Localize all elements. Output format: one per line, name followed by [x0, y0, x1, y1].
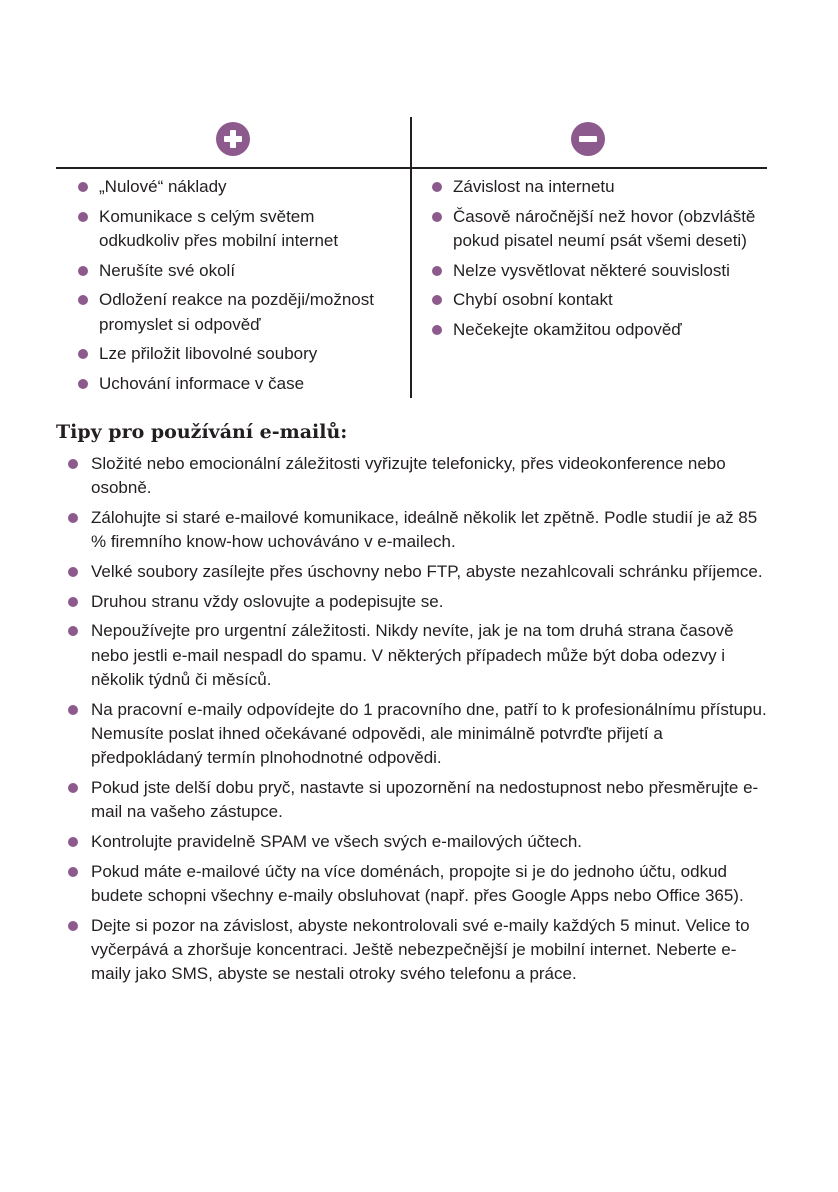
pros-item: Nerušíte své okolí: [78, 259, 398, 284]
pros-item: „Nulové“ náklady: [78, 175, 398, 200]
cons-item: Časově náročnější než hovor (obzvláště pokud pisatel neumí psát všemi deseti): [432, 205, 762, 254]
tip-item: Pokud máte e-mailové účty na více doménách, propojte si je do jednoho účtu, odkud budete schopni všechny e-maily obsluhovat (např. přes Google Apps nebo Office 365).: [68, 860, 773, 909]
tip-item: Kontrolujte pravidelně SPAM ve všech svých e-mailových účtech.: [68, 830, 773, 854]
cons-list: [432, 175, 762, 347]
minus-circle-icon: [571, 122, 605, 156]
pros-item: Lze přiložit libovolné soubory: [78, 342, 398, 367]
tip-item: Zálohujte si staré e-mailové komunikace, ideálně několik let zpětně. Podle studií je až 85 % firemního know-how uchováváno v e-mailech.: [68, 506, 773, 555]
pros-item: Komunikace s celým světem odkudkoliv přes mobilní internet: [78, 205, 398, 254]
plus-circle-icon: [216, 122, 250, 156]
tips-heading: Tipy pro používání e-mailů:: [56, 421, 348, 443]
pros-list: [78, 175, 398, 401]
tip-item: Dejte si pozor na závislost, abyste nekontrolovali své e-maily každých 5 minut. Velice to vyčerpává a zhoršuje koncentraci. Ještě nebezpečnější je mobilní internet. Neberte e-maily jako SMS, abyste se nestali otroky svého telefonu a práce.: [68, 914, 773, 987]
cons-item: Nečekejte okamžitou odpověď: [432, 318, 762, 343]
tips-list: [68, 452, 773, 992]
cons-item: Nelze vysvětlovat některé souvislosti: [432, 259, 762, 284]
tip-item: Složité nebo emocionální záležitosti vyřizujte telefonicky, přes videokonference nebo osobně.: [68, 452, 773, 501]
tip-item: Na pracovní e-maily odpovídejte do 1 pracovního dne, patří to k profesionálnímu přístupu. Nemusíte poslat ihned očekávané odpovědi, ale minimálně potvrďte přijetí a předpokládaný termín plnohodnotné odpovědi.: [68, 698, 773, 771]
pros-cons-table: [56, 117, 767, 398]
tip-item: Nepoužívejte pro urgentní záležitosti. Nikdy nevíte, jak je na tom druhá strana časově nebo jestli e-mail nespadl do spamu. V některých případech může být doba odezvy i několik týdnů či měsíců.: [68, 619, 773, 692]
cons-item: Chybí osobní kontakt: [432, 288, 762, 313]
tip-item: Velké soubory zasílejte přes úschovny nebo FTP, abyste nezahlcovali schránku příjemce.: [68, 560, 773, 584]
header-divider: [56, 167, 767, 169]
pros-item: Uchování informace v čase: [78, 372, 398, 397]
tip-item: Druhou stranu vždy oslovujte a podepisujte se.: [68, 590, 773, 614]
tip-item: Pokud jste delší dobu pryč, nastavte si upozornění na nedostupnost nebo přesměrujte e-mail na vašeho zástupce.: [68, 776, 773, 825]
cons-item: Závislost na internetu: [432, 175, 762, 200]
pros-item: Odložení reakce na později/možnost promyslet si odpověď: [78, 288, 398, 337]
column-divider: [410, 117, 412, 398]
